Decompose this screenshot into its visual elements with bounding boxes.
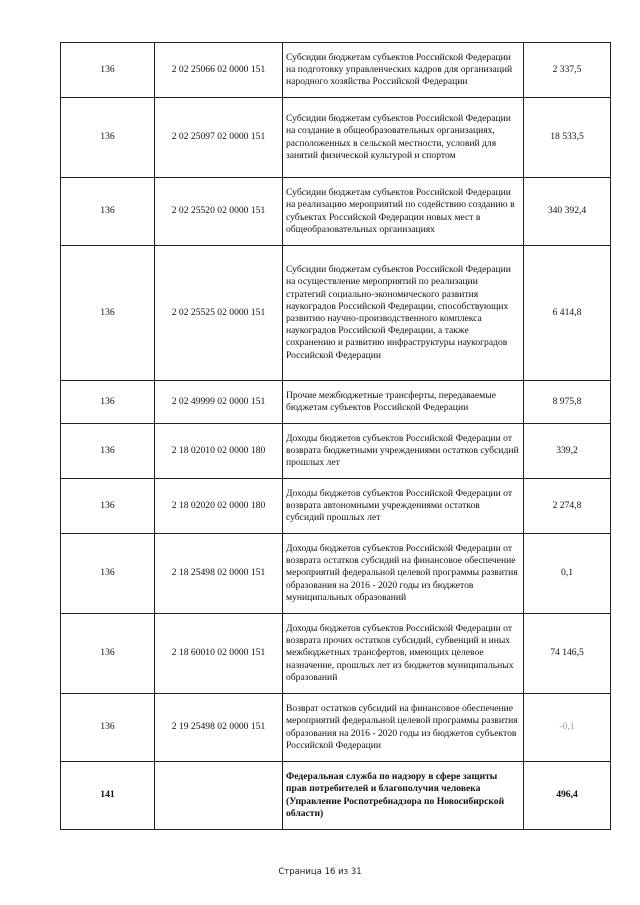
revenue-code-cell <box>155 762 283 830</box>
table-row <box>61 694 611 762</box>
page-number: Страница 16 из 31 <box>278 867 362 877</box>
revenue-name-cell: Доходы бюджетов субъектов Российской Федерации от возврата остатков субсидий на финансовое обеспечение мероприятий федеральной целевой программы развития образования на 2016 - 2020 годы из бюджетов муниципальных образований <box>283 534 524 614</box>
revenue-name-cell: Возврат остатков субсидий на финансовое обеспечение мероприятий федеральной целевой программы развития образования на 2016 - 2020 годы из бюджетов субъектов Российской Федерации <box>283 694 524 762</box>
amount-cell: 18 533,5 <box>524 98 611 178</box>
amount-cell: 339,2 <box>524 424 611 479</box>
revenue-code-cell: 2 18 02020 02 0000 180 <box>155 479 283 534</box>
admin-code-cell: 136 <box>61 381 155 424</box>
revenue-code-cell: 2 18 60010 02 0000 151 <box>155 614 283 694</box>
revenue-code-cell: 2 02 25520 02 0000 151 <box>155 178 283 246</box>
admin-code-cell: 136 <box>61 178 155 246</box>
admin-code-cell: 136 <box>61 614 155 694</box>
amount-cell: 74 146,5 <box>524 614 611 694</box>
table-row <box>61 178 611 246</box>
admin-code-cell: 136 <box>61 694 155 762</box>
revenue-code-cell: 2 18 02010 02 0000 180 <box>155 424 283 479</box>
revenue-name-cell: Субсидии бюджетам субъектов Российской Федерации на реализацию мероприятий по содействию созданию в субъектах Российской Федерации новых мест в общеобразовательных организациях <box>283 178 524 246</box>
amount-cell: 496,4 <box>524 762 611 830</box>
table-row <box>61 424 611 479</box>
admin-code-cell: 136 <box>61 534 155 614</box>
amount-cell: -0,1 <box>524 694 611 762</box>
table-row <box>61 479 611 534</box>
amount-cell: 2 337,5 <box>524 43 611 98</box>
amount-cell: 6 414,8 <box>524 246 611 381</box>
revenue-name-cell: Субсидии бюджетам субъектов Российской Федерации на осуществление мероприятий по реализации стратегий социально-экономического развития наукоградов Российской Федерации, способствующих развитию научно-производственного комплекса наукоградов Российской Федерации, а также сохранению и развитию инфраструктуры наукоградов Российской Федерации <box>283 246 524 381</box>
admin-code-cell: 136 <box>61 43 155 98</box>
revenue-name-cell: Доходы бюджетов субъектов Российской Федерации от возврата автономными учреждениями остатков субсидий прошлых лет <box>283 479 524 534</box>
table-row <box>61 98 611 178</box>
admin-code-cell: 136 <box>61 424 155 479</box>
table-row <box>61 614 611 694</box>
amount-cell: 8 975,8 <box>524 381 611 424</box>
admin-code-cell: 136 <box>61 98 155 178</box>
budget-table <box>60 42 611 830</box>
revenue-code-cell: 2 02 25097 02 0000 151 <box>155 98 283 178</box>
revenue-code-cell: 2 02 49999 02 0000 151 <box>155 381 283 424</box>
revenue-code-cell: 2 19 25498 02 0000 151 <box>155 694 283 762</box>
revenue-code-cell: 2 02 25525 02 0000 151 <box>155 246 283 381</box>
table-row <box>61 381 611 424</box>
revenue-name-cell: Субсидии бюджетам субъектов Российской Федерации на подготовку управленческих кадров для организаций народного хозяйства Российской Федерации <box>283 43 524 98</box>
revenue-name-cell: Федеральная служба по надзору в сфере защиты прав потребителей и благополучия человека (Управление Роспотребнадзора по Новосибирской области) <box>283 762 524 830</box>
revenue-name-cell: Доходы бюджетов субъектов Российской Федерации от возврата бюджетными учреждениями остатков субсидий прошлых лет <box>283 424 524 479</box>
revenue-name-cell: Доходы бюджетов субъектов Российской Федерации от возврата прочих остатков субсидий, субвенций и иных межбюджетных трансфертов, имеющих целевое назначение, прошлых лет из бюджетов муниципальных образований <box>283 614 524 694</box>
amount-cell: 0,1 <box>524 534 611 614</box>
table-row <box>61 534 611 614</box>
revenue-name-cell: Субсидии бюджетам субъектов Российской Федерации на создание в общеобразовательных организациях, расположенных в сельской местности, условий для занятий физической культурой и спортом <box>283 98 524 178</box>
amount-cell: 340 392,4 <box>524 178 611 246</box>
revenue-code-cell: 2 02 25066 02 0000 151 <box>155 43 283 98</box>
admin-code-cell: 141 <box>61 762 155 830</box>
amount-cell: 2 274,8 <box>524 479 611 534</box>
revenue-code-cell: 2 18 25498 02 0000 151 <box>155 534 283 614</box>
revenue-name-cell: Прочие межбюджетные трансферты, передаваемые бюджетам субъектов Российской Федерации <box>283 381 524 424</box>
table-row <box>61 43 611 98</box>
table-row <box>61 762 611 830</box>
admin-code-cell: 136 <box>61 246 155 381</box>
admin-code-cell: 136 <box>61 479 155 534</box>
table-row <box>61 246 611 381</box>
